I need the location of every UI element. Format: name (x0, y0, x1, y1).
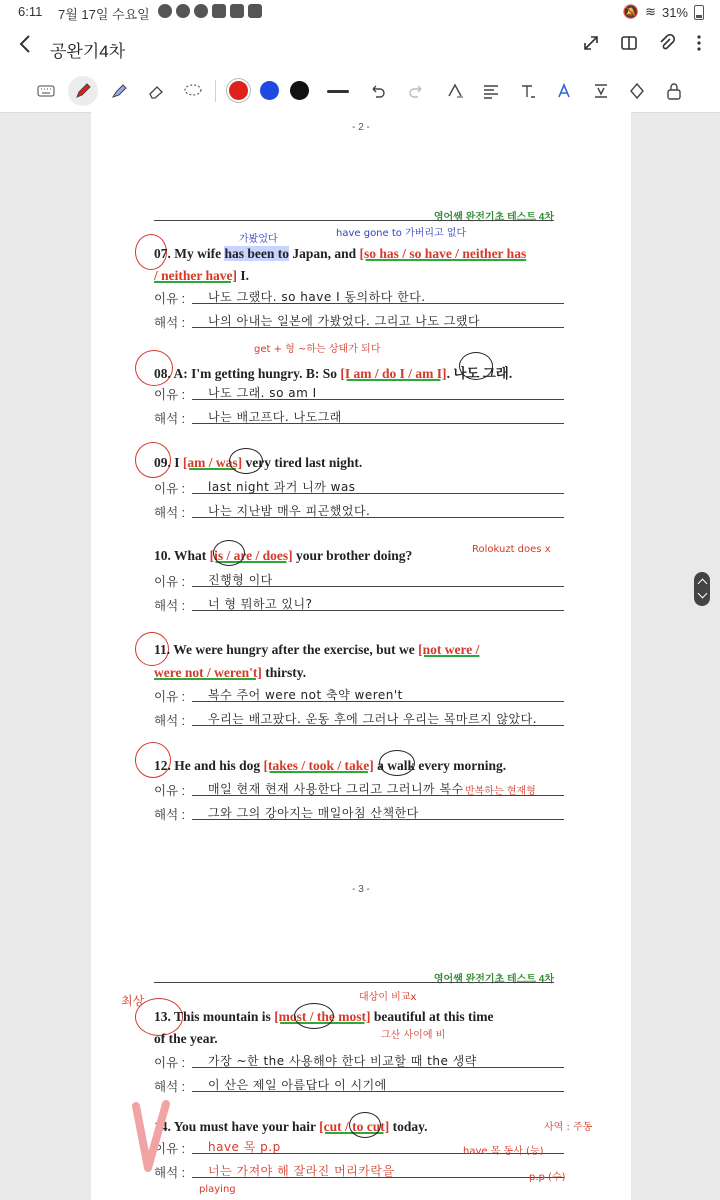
annotation-red: 최상 (121, 994, 145, 1008)
header-tag: 영어쌤 완전기초 테스트 4차 (433, 974, 554, 985)
annotation-blue: 가봤었다 (239, 234, 278, 245)
chat-icon (158, 4, 172, 18)
text-size-icon[interactable] (588, 78, 614, 104)
handwritten-translation: 그와 그의 강아지는 매일아침 산책한다 (208, 806, 419, 820)
undo-icon[interactable] (364, 78, 390, 104)
book-icon[interactable] (620, 34, 638, 57)
note-page[interactable] (91, 112, 631, 1200)
reason-row[interactable]: 이유 : 복수 주어 were not 축약 weren't (154, 686, 564, 704)
translation-row[interactable]: 해석 : 나의 아내는 일본에 가봤었다. 그리고 나도 그랬다 (154, 312, 564, 330)
toolbar-divider (215, 80, 216, 102)
keyboard-icon[interactable] (33, 78, 59, 104)
translation-row[interactable]: 해석 : 나는 배고프다. 나도그래 (154, 408, 564, 426)
battery-percent: 31% (661, 4, 688, 20)
annotation-red: 사역 : 주동 (544, 1122, 593, 1133)
annotation-blue: have gone to 가버리고 없다 (336, 228, 467, 239)
translation-row[interactable]: 해석 : 그와 그의 강아지는 매일아침 산책한다 (154, 804, 564, 822)
handwritten-reason: 매일 현재 현재 사용한다 그리고 그러니까 복수 (208, 782, 464, 796)
question-08: 08. A: I'm getting hungry. B: So [I am / do I / am I]. 나도 그래. (154, 366, 513, 381)
question-07: 07. My wife has been to Japan, and [so has / so have / neither has (154, 246, 527, 261)
header-rule (154, 220, 554, 221)
handwritten-reason: 나도 그래. so am I (208, 386, 317, 400)
handwritten-translation: 너는 가져야 해 잘라진 머리카락을 (208, 1164, 395, 1178)
attach-icon[interactable] (658, 34, 676, 57)
answer-circle (459, 352, 493, 380)
annotation-red: p.p (수) (529, 1172, 566, 1183)
handwritten-reason: have 목 p.p (208, 1140, 281, 1154)
annotation-red: have 목 동사 (능) (463, 1146, 544, 1157)
reason-row[interactable]: 이유 : 가장 ~한 the 사용해야 한다 비교할 때 the 생략 (154, 1052, 564, 1070)
answer-circle (379, 750, 415, 776)
handwritten-reason: 복수 주어 were not 축약 weren't (208, 688, 403, 702)
app-bar (0, 24, 720, 70)
pink-checkmark-icon (130, 1100, 172, 1180)
annotation-red: playing (199, 1184, 236, 1195)
lock-status-icon (212, 4, 226, 18)
battery-icon (694, 5, 704, 20)
handwritten-reason: 나도 그랬다. so have I 동의하다 한다. (208, 290, 426, 304)
annotation-red: 반복하는 현재형 (465, 786, 536, 797)
mute-icon: 🔕 (622, 4, 640, 19)
handwritten-translation: 너 형 뭐하고 있니? (208, 597, 313, 611)
reason-row[interactable]: 이유 : have 목 p.p (154, 1138, 564, 1156)
notification-icons (158, 4, 262, 18)
question-11-line2: were not / weren't] thirsty. (154, 665, 307, 680)
reason-row[interactable]: 이유 : 나도 그래. so am I (154, 384, 564, 402)
wifi-icon: ≋ (645, 4, 656, 19)
lasso-icon[interactable] (180, 78, 206, 104)
answer-circle (229, 448, 263, 474)
header-rule (154, 982, 554, 983)
reason-row[interactable]: 이유 : 나도 그랬다. so have I 동의하다 한다. (154, 288, 564, 306)
lock-icon[interactable] (661, 78, 687, 104)
pen-icon[interactable] (68, 76, 98, 106)
alert-icon (194, 4, 208, 18)
answer-circle (349, 1112, 381, 1138)
handwritten-translation: 이 산은 제일 아름답다 이 시기에 (208, 1078, 387, 1092)
expand-icon[interactable] (582, 34, 600, 57)
back-icon[interactable] (18, 34, 32, 60)
color-red[interactable] (229, 81, 248, 100)
handwritten-reason: 진행형 이다 (208, 573, 273, 587)
page-number: - 3 - (352, 884, 370, 895)
shape-icon[interactable] (442, 78, 468, 104)
answer-circle (294, 1003, 334, 1029)
status-date: 7월 17일 수요일 (58, 7, 150, 22)
system-status (623, 4, 704, 20)
gallery-icon (248, 4, 262, 18)
answer-circle (213, 540, 245, 566)
handwritten-translation: 나의 아내는 일본에 가봤었다. 그리고 나도 그랬다 (208, 314, 481, 328)
scroll-handle[interactable] (694, 572, 710, 606)
text-tool-icon[interactable] (515, 78, 541, 104)
text-align-icon[interactable] (478, 78, 504, 104)
annotation-red: get + 형 ~하는 상태가 되다 (254, 344, 381, 355)
question-07-line2: / neither have] I. (154, 268, 250, 283)
status-bar (0, 0, 720, 24)
handwritten-reason: last night 과거 니까 was (208, 480, 356, 494)
more-icon[interactable] (696, 34, 702, 57)
question-13-line2: of the year. (154, 1031, 218, 1046)
app-bar-actions (582, 34, 702, 57)
shapes-icon[interactable] (624, 78, 650, 104)
color-black[interactable] (290, 81, 309, 100)
highlighter-icon[interactable] (106, 78, 132, 104)
talk-icon (176, 4, 190, 18)
annotation-red: 대상이 비교x (359, 992, 417, 1003)
translation-row[interactable]: 해석 : 너는 가져야 해 잘라진 머리카락을 (154, 1162, 564, 1180)
translation-row[interactable]: 해석 : 우리는 배고팠다. 운동 후에 그러나 우리는 목마르지 않았다. (154, 710, 564, 728)
eraser-icon[interactable] (143, 78, 169, 104)
header-tag: 영어쌤 완전기초 테스트 4차 (433, 212, 554, 223)
handwritten-translation: 나는 지난밤 매우 피곤했었다. (208, 504, 371, 518)
translation-row[interactable]: 해석 : 나는 지난밤 매우 피곤했었다. (154, 502, 564, 520)
color-blue[interactable] (260, 81, 279, 100)
reason-row[interactable]: 이유 : last night 과거 니까 was (154, 478, 564, 496)
annotation-red: 그산 사이에 비 (381, 1030, 446, 1041)
question-11: 11. We were hungry after the exercise, but we [not were / (154, 642, 480, 657)
status-time: 6:11 (18, 4, 43, 19)
pen-toolbar (0, 70, 720, 113)
question-12: 12. He and his dog [takes / took / take] a walk every morning. (154, 758, 507, 773)
note-title: 공완기4차 (50, 42, 126, 61)
question-14: 14. You must have your hair [cut / to cut] today. (154, 1119, 428, 1134)
redo-icon[interactable] (404, 78, 430, 104)
handwritten-translation: 나는 배고프다. 나도그래 (208, 410, 342, 424)
annotation-red: Rolokuzt does x (472, 544, 551, 555)
translation-row[interactable]: 해석 : 이 산은 제일 아름답다 이 시기에 (154, 1076, 564, 1094)
question-10: 10. What [is / are / does] your brother doing? (154, 548, 413, 563)
handwritten-translation: 우리는 배고팠다. 운동 후에 그러나 우리는 목마르지 않았다. (208, 712, 538, 726)
check-icon (230, 4, 244, 18)
page-number: - 2 - (352, 122, 370, 133)
translation-row[interactable]: 해석 : 너 형 뭐하고 있니? (154, 595, 564, 613)
text-recognize-icon[interactable] (551, 78, 577, 104)
pen-thickness-icon[interactable] (327, 90, 349, 93)
question-09: 09. I [am / was] very tired last night. (154, 455, 363, 470)
handwritten-reason: 가장 ~한 the 사용해야 한다 비교할 때 the 생략 (208, 1054, 477, 1068)
reason-row[interactable]: 이유 : 매일 현재 현재 사용한다 그리고 그러니까 복수 (154, 780, 564, 798)
question-13: 13. This mountain is [most / the most] beautiful at this time (154, 1009, 494, 1024)
reason-row[interactable]: 이유 : 진행형 이다 (154, 571, 564, 589)
